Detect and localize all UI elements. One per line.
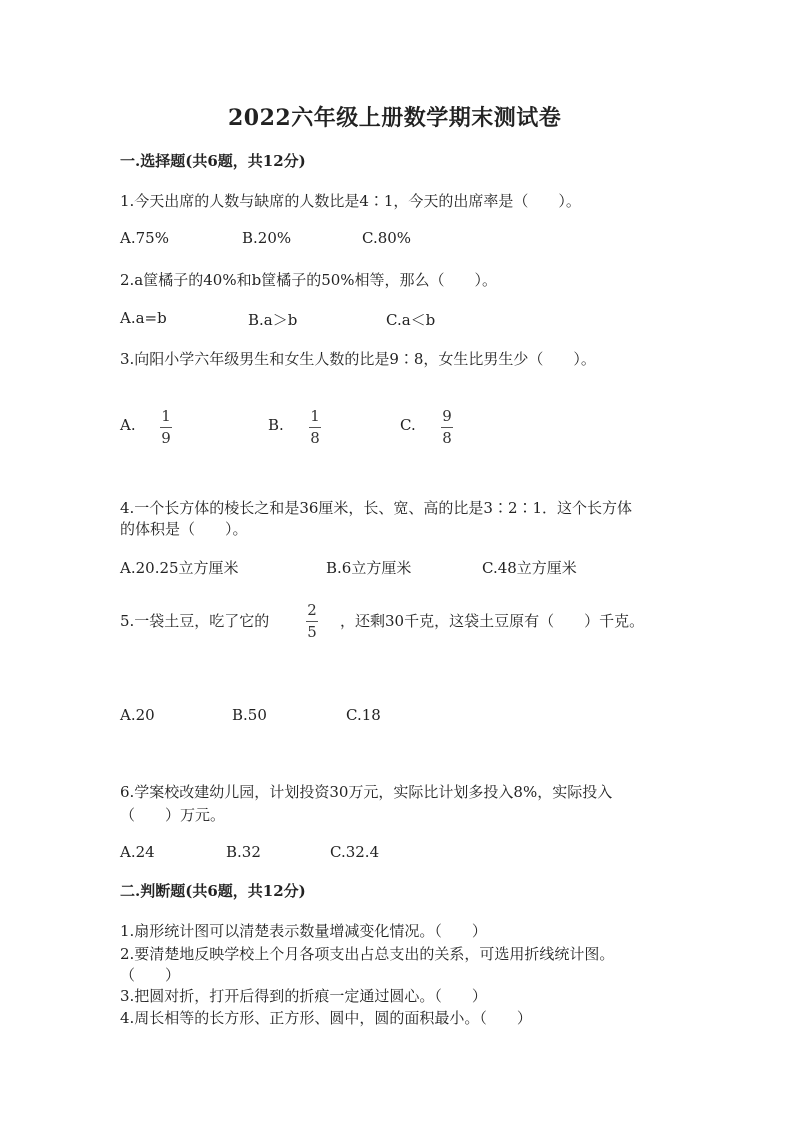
fraction-numerator: 1 (310, 407, 320, 425)
section1-heading: 一.选择题(共6题，共12分) (120, 152, 306, 170)
fraction-bar (160, 427, 172, 428)
question-5-fraction (306, 602, 318, 641)
question-3-option-b-fraction (309, 408, 321, 447)
question-6-line-2: （ ）万元。 (120, 806, 226, 824)
question-3-option-a-fraction (160, 408, 172, 447)
fraction-bar (309, 427, 321, 428)
question-5-option-b: B.50 (232, 706, 267, 724)
fraction-denominator: 5 (307, 623, 317, 641)
fraction-numerator: 9 (442, 407, 452, 425)
fraction-bar (306, 621, 318, 622)
question-1-option-b: B.20% (242, 229, 292, 247)
question-5-option-a: A.20 (120, 706, 155, 724)
question-3-option-c-letter: C. (400, 416, 416, 434)
question-3-option-a-letter: A. (120, 416, 136, 434)
question-4-line-2: 的体积是（ ）。 (120, 520, 248, 538)
question-4-option-c: C.48立方厘米 (482, 559, 577, 577)
question-4-line-1: 4.一个长方体的棱长之和是36厘米，长、宽、高的比是3∶2∶1．这个长方体 (120, 499, 633, 517)
question-5-text-after: ，还剩30千克，这袋土豆原有（ ）千克。 (340, 612, 645, 630)
question-5-text-before: 5.一袋土豆，吃了它的 (120, 612, 270, 630)
question-6-line-1: 6.学案校改建幼儿园，计划投资30万元，实际比计划多投入8%，实际投入 (120, 783, 613, 801)
question-2-option-a: A.a=b (120, 309, 167, 327)
question-3-option-c-fraction (441, 408, 453, 447)
question-4-option-b: B.6立方厘米 (326, 559, 412, 577)
judge-item-2: 2.要清楚地反映学校上个月各项支出占总支出的关系，可选用折线统计图。 (120, 945, 615, 963)
question-2-option-c: C.a＜b (386, 311, 436, 329)
fraction-numerator: 2 (307, 601, 317, 619)
question-2-option-b: B.a＞b (248, 311, 298, 329)
fraction-numerator: 1 (161, 407, 171, 425)
question-1-text: 1.今天出席的人数与缺席的人数比是4∶1，今天的出席率是（ ）。 (120, 192, 581, 210)
question-4-option-a: A.20.25立方厘米 (120, 559, 239, 577)
judge-item-4: 4.周长相等的长方形、正方形、圆中，圆的面积最小。（ ） (120, 1009, 532, 1027)
fraction-denominator: 8 (310, 429, 320, 447)
question-1-option-c: C.80% (362, 229, 412, 247)
question-2-text: 2.a筐橘子的40%和b筐橘子的50%相等，那么（ ）。 (120, 271, 498, 289)
question-5-option-c: C.18 (346, 706, 381, 724)
question-6-option-b: B.32 (226, 843, 261, 861)
judge-item-1: 1.扇形统计图可以清楚表示数量增减变化情况。（ ） (120, 922, 487, 940)
judge-item-3: 3.把圆对折，打开后得到的折痕一定通过圆心。（ ） (120, 987, 487, 1005)
fraction-denominator: 9 (161, 429, 171, 447)
fraction-bar (441, 427, 453, 428)
judge-item-2-continued: （ ） (120, 966, 181, 984)
question-6-option-c: C.32.4 (330, 843, 380, 861)
question-1-option-a: A.75% (120, 229, 169, 247)
section2-heading: 二.判断题(共6题，共12分) (120, 882, 306, 900)
page-title: 2022六年级上册数学期末测试卷 (228, 105, 562, 131)
question-3-option-b-letter: B. (268, 416, 284, 434)
question-6-option-a: A.24 (120, 843, 155, 861)
fraction-denominator: 8 (442, 429, 452, 447)
question-3-text: 3.向阳小学六年级男生和女生人数的比是9∶8，女生比男生少（ ）。 (120, 350, 596, 368)
